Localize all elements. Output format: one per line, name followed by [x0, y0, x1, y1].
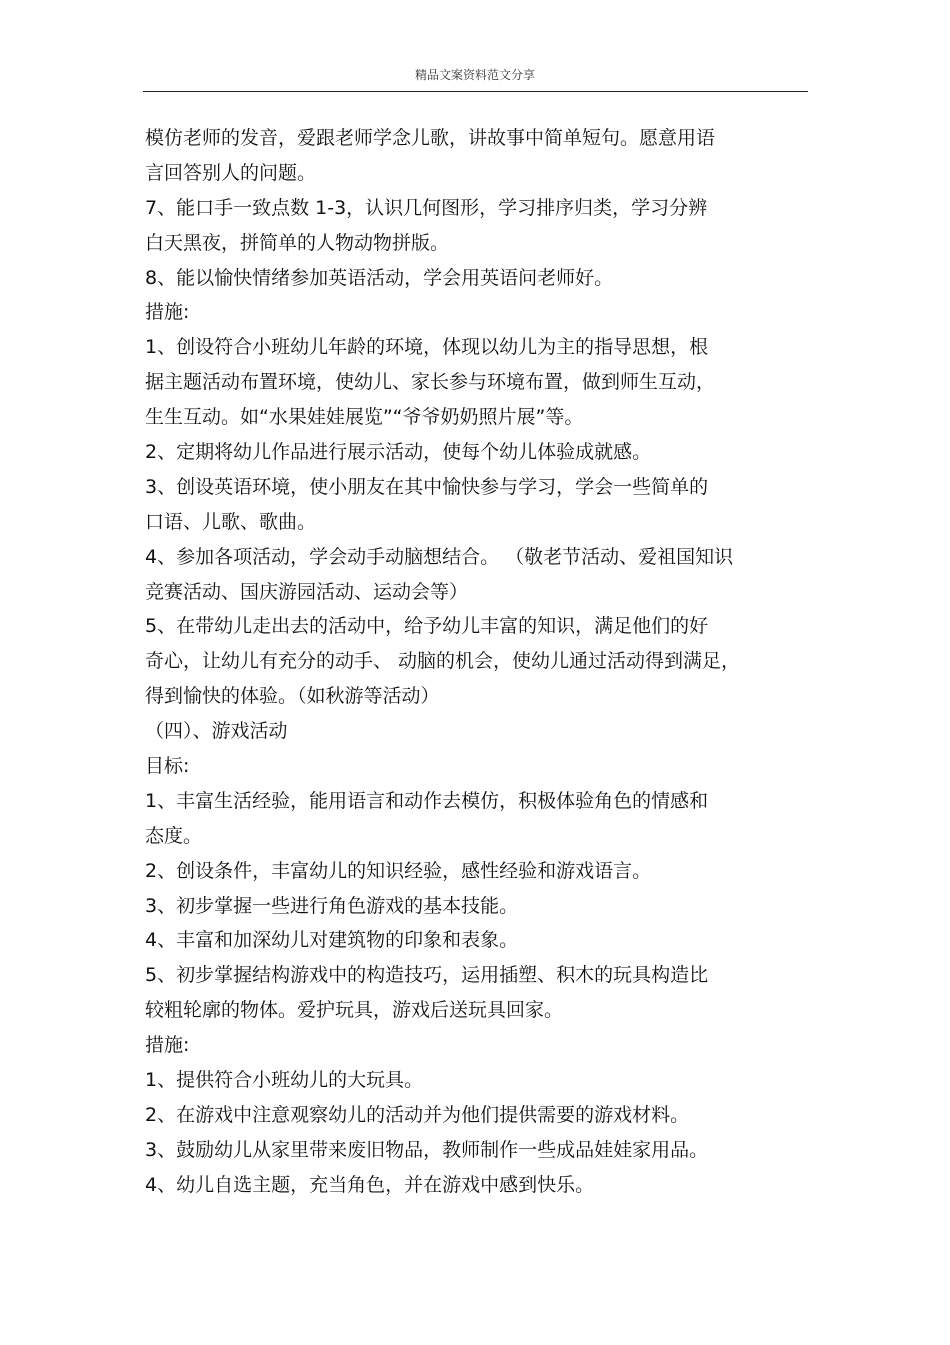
text-line: 3、鼓励幼儿从家里带来废旧物品，教师制作一些成品娃娃家用品。	[145, 1138, 709, 1161]
text-line: 态度。	[145, 824, 203, 847]
text-line: 生生互动。如“水果娃娃展览”“爷爷奶奶照片展”等。	[145, 406, 584, 429]
text-line: 1、丰富生活经验，能用语言和动作去模仿，积极体验角色的情感和	[145, 789, 709, 812]
text-line: 得到愉快的体验。（如秋游等活动）	[145, 685, 440, 708]
section-label: 措施:	[145, 1034, 190, 1057]
page-header: 精品文案资料范文分享	[414, 68, 535, 82]
text-line: 1、创设符合小班幼儿年龄的环境，体现以幼儿为主的指导思想，根	[145, 336, 709, 359]
text-line: 1、提供符合小班幼儿的大玩具。	[145, 1069, 424, 1092]
section-heading: （四）、游戏活动	[145, 720, 288, 743]
text-line: 5、初步掌握结构游戏中的构造技巧，运用插塑、积木的玩具构造比	[145, 964, 709, 987]
text-line: 2、创设条件，丰富幼儿的知识经验，感性经验和游戏语言。	[145, 859, 652, 882]
text-line: 4、丰富和加深幼儿对建筑物的印象和表象。	[145, 929, 519, 952]
text-line: 奇心，让幼儿有充分的动手、 动脑的机会，使幼儿通过活动得到满足，	[145, 650, 741, 673]
text-line: 2、在游戏中注意观察幼儿的活动并为他们提供需要的游戏材料。	[145, 1103, 690, 1126]
text-line: 3、初步掌握一些进行角色游戏的基本技能。	[145, 894, 519, 917]
text-line: 竞赛活动、国庆游园活动、运动会等）	[145, 580, 469, 603]
section-label: 目标:	[145, 755, 190, 778]
text-line: 2、定期将幼儿作品进行展示活动，使每个幼儿体验成就感。	[145, 441, 652, 464]
text-line: 较粗轮廓的物体。爱护玩具，游戏后送玩具回家。	[145, 999, 564, 1022]
text-line: 5、在带幼儿走出去的活动中，给予幼儿丰富的知识，满足他们的好	[145, 615, 709, 638]
text-line: 白天黑夜，拼简单的人物动物拼版。	[145, 231, 450, 254]
text-line: 3、创设英语环境，使小朋友在其中愉快参与学习，学会一些简单的	[145, 475, 709, 498]
text-line: 模仿老师的发音，爱跟老师学念儿歌，讲故事中简单短句。愿意用语	[145, 127, 716, 149]
text-line: 8、能以愉快情绪参加英语活动，学会用英语问老师好。	[145, 266, 614, 289]
text-line: 口语、儿歌、歌曲。	[145, 510, 317, 533]
text-line: 7、能口手一致点数 1-3，认识几何图形，学习排序归类，学习分辨	[145, 196, 708, 219]
text-line: 言回答别人的问题。	[145, 161, 317, 184]
header-divider	[143, 91, 808, 92]
text-line: 4、幼儿自选主题，充当角色，并在游戏中感到快乐。	[145, 1173, 595, 1196]
text-line: 4、参加各项活动，学会动手动脑想结合。 （敬老节活动、爱祖国知识	[145, 545, 734, 568]
text-line: 据主题活动布置环境，使幼儿、家长参与环境布置，做到师生互动，	[145, 371, 716, 394]
document-body	[145, 121, 805, 1203]
section-label: 措施:	[145, 301, 190, 324]
